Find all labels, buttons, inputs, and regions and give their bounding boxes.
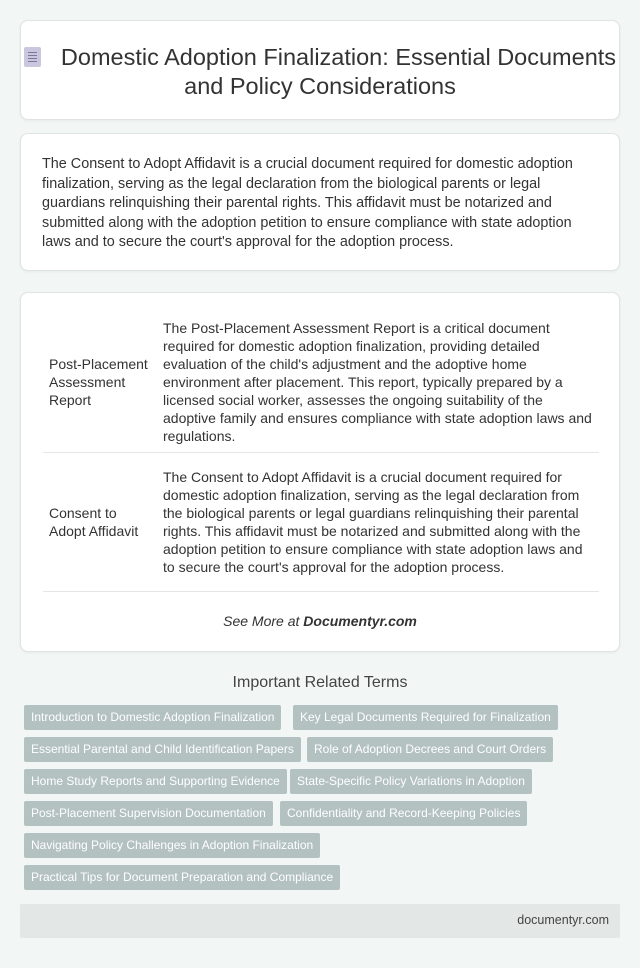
page-title [21, 43, 619, 101]
see-more-site: Documentyr.com [303, 613, 417, 629]
page-title-text: Domestic Adoption Finalization: Essential Documents and Policy Considerations [60, 44, 617, 99]
related-term-tag[interactable]: Key Legal Documents Required for Finalization [293, 705, 558, 730]
table-term-cell: Consent to Adopt Affidavit [43, 452, 157, 591]
intro-card [20, 133, 620, 271]
see-more-prefix: See More at [223, 613, 304, 629]
table-description-cell: The Post-Placement Assessment Report is a critical document required for domestic adoption finalization, providing detailed evaluation of the child's adjustment and the adoptive home environment after placement. This report, typically prepared by a licensed social worker, assesses the ongoing suitability of the adoptive family and ensures compliance with state adoption laws and regulations. [157, 312, 599, 452]
related-term-tag[interactable]: Introduction to Domestic Adoption Finalization [24, 705, 281, 730]
title-card [20, 20, 620, 120]
footer-site: documentyr.com [517, 913, 609, 927]
footer [20, 904, 620, 938]
document-table [43, 312, 599, 592]
related-term-tag[interactable]: Home Study Reports and Supporting Evidence [24, 769, 287, 794]
related-terms-heading: Important Related Terms [232, 674, 408, 691]
related-term-tag[interactable]: Role of Adoption Decrees and Court Orders [307, 737, 553, 762]
related-term-tag[interactable]: Confidentiality and Record-Keeping Policies [280, 801, 527, 826]
related-term-tag[interactable]: Post-Placement Supervision Documentation [24, 801, 273, 826]
title-wrap [21, 43, 619, 101]
table-row [43, 452, 599, 591]
table-description-cell: The Consent to Adopt Affidavit is a crucial document required for domestic adoption finalization, serving as the legal declaration from the biological parents or legal guardians relinquishing their parental rights. This affidavit must be notarized and submitted along with the adoption petition to ensure compliance with state adoption laws and to secure the court's approval for the adoption process. [157, 452, 599, 591]
related-term-tag[interactable]: Navigating Policy Challenges in Adoption Finalization [24, 833, 320, 858]
document-icon [24, 47, 41, 67]
intro-paragraph: The Consent to Adopt Affidavit is a crucial document required for domestic adoption finalization, serving as the legal declaration from the biological parents or legal guardians relinquishing their parental rights. This affidavit must be notarized and submitted along with the adoption petition to ensure compliance with state adoption laws and to secure the court's approval for the adoption process. [42, 156, 573, 251]
table-term-cell: Post-Placement Assessment Report [43, 312, 157, 452]
document-table-card [20, 292, 620, 652]
see-more-link[interactable] [21, 613, 619, 629]
related-term-tag[interactable]: Practical Tips for Document Preparation and Compliance [24, 865, 340, 890]
related-term-tag[interactable]: Essential Parental and Child Identification Papers [24, 737, 301, 762]
table-row [43, 312, 599, 452]
related-term-tag[interactable]: State-Specific Policy Variations in Adoption [290, 769, 532, 794]
